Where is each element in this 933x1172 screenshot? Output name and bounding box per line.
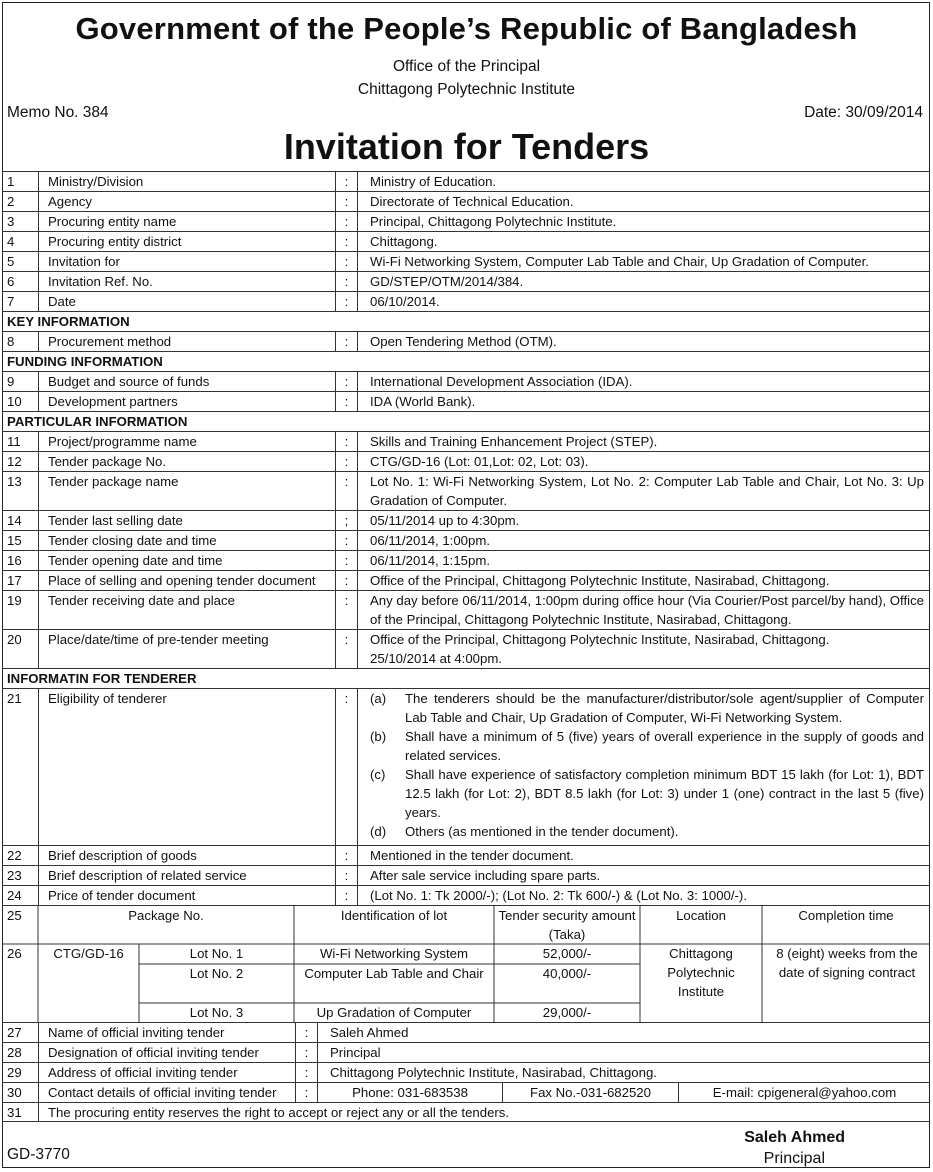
row-label: Address of official inviting tender — [38, 1063, 295, 1082]
lot-number: Lot No. 2 — [189, 966, 244, 981]
row-number: 6 — [7, 274, 15, 289]
lot-name: Up Gradation of Computer — [316, 1005, 472, 1020]
row-number: 16 — [7, 553, 22, 568]
contact-email: E-mail: cpigeneral@yahoo.com — [678, 1083, 930, 1102]
memo-number: Memo No. 384 — [7, 104, 109, 121]
row-number: 8 — [7, 334, 15, 349]
row-separator: : — [335, 252, 357, 271]
row-number: 21 — [7, 691, 22, 706]
list-item — [370, 689, 924, 727]
row-value: (Lot No. 1: Tk 2000/-); (Lot No. 2: Tk 600/-) & (Lot No. 3: 1000/-). — [357, 886, 930, 905]
row-separator: : — [335, 591, 357, 629]
row-label: Name of official inviting tender — [38, 1023, 295, 1042]
table-row — [2, 1062, 930, 1082]
row-label: Contact details of official inviting tender — [38, 1083, 295, 1102]
office-name: Office of the Principal — [392, 58, 541, 75]
row-number: 27 — [7, 1025, 22, 1040]
row-label: Eligibility of tenderer — [38, 689, 335, 845]
tender-table — [2, 171, 930, 1122]
row-label: Tender closing date and time — [38, 531, 335, 550]
row-number: 2 — [7, 194, 15, 209]
row-label: Tender last selling date — [38, 511, 335, 530]
row-value: Ministry of Education. — [357, 172, 930, 191]
table-row-eligibility — [2, 688, 930, 845]
row-value: Saleh Ahmed — [317, 1023, 930, 1042]
lot-number: Lot No. 1 — [189, 946, 244, 961]
lot-name: Wi-Fi Networking System — [319, 946, 468, 961]
section-key-information: KEY INFORMATION — [2, 311, 930, 331]
item-key: (c) — [370, 767, 386, 782]
row-number: 1 — [7, 174, 15, 189]
table-row — [2, 1042, 930, 1062]
table-row — [2, 291, 930, 311]
row-number: 14 — [7, 513, 22, 528]
row-label: Designation of official inviting tender — [38, 1043, 295, 1062]
row-separator: : — [335, 292, 357, 311]
row-label: Budget and source of funds — [38, 372, 335, 391]
table-row — [2, 845, 930, 865]
row-value: International Development Association (IDA). — [357, 372, 930, 391]
header-lot: Identification of lot — [340, 908, 448, 923]
item-key: (d) — [370, 824, 387, 839]
item-key: (b) — [370, 729, 387, 744]
row-value: Directorate of Technical Education. — [357, 192, 930, 211]
row-value: 05/11/2014 up to 4:30pm. — [357, 511, 930, 530]
row-label: Development partners — [38, 392, 335, 411]
row-value: GD/STEP/OTM/2014/384. — [357, 272, 930, 291]
row-number: 3 — [7, 214, 15, 229]
table-row-final — [2, 1102, 930, 1122]
signer-name: Saleh Ahmed — [744, 1129, 845, 1146]
table-row — [2, 251, 930, 271]
row-number: 25 — [7, 908, 22, 923]
row-number: 22 — [7, 848, 22, 863]
table-row — [2, 885, 930, 905]
row-separator: : — [335, 551, 357, 570]
row-separator: : — [335, 392, 357, 411]
row-label: Date — [38, 292, 335, 311]
item-key: (a) — [370, 691, 387, 706]
table-row — [2, 629, 930, 668]
row-value: Principal, Chittagong Polytechnic Institute. — [357, 212, 930, 231]
table-row — [2, 590, 930, 629]
row-value: Lot No. 1: Wi-Fi Networking System, Lot No. 2: Computer Lab Table and Chair, Lot No. 3: Up Gradation of Computer. — [357, 472, 930, 510]
document-heading: Invitation for Tenders — [283, 126, 650, 167]
row-value: 06/10/2014. — [357, 292, 930, 311]
row-number: 31 — [7, 1105, 22, 1120]
table-row — [2, 331, 930, 351]
list-item — [370, 822, 924, 841]
table-row — [2, 570, 930, 590]
package-number: CTG/GD-16 — [53, 946, 124, 961]
meeting-place: Office of the Principal, Chittagong Polytechnic Institute, Nasirabad, Chittagong. — [370, 632, 830, 647]
lot-location: Chittagong Polytechnic Institute — [667, 946, 735, 999]
row-separator: : — [335, 689, 357, 845]
row-label: Tender package No. — [38, 452, 335, 471]
row-value: IDA (World Bank). — [357, 392, 930, 411]
row-separator: ; — [335, 511, 357, 530]
header-completion: Completion time — [798, 908, 894, 923]
memo-date: Date: 30/09/2014 — [804, 104, 923, 121]
row-separator: : — [335, 272, 357, 291]
row-value: Mentioned in the tender document. — [357, 846, 930, 865]
row-label: Brief description of related service — [38, 866, 335, 885]
table-row — [2, 271, 930, 291]
row-value — [357, 630, 930, 668]
row-separator: : — [295, 1083, 317, 1102]
row-separator: : — [335, 452, 357, 471]
row-number: 5 — [7, 254, 15, 269]
table-row — [2, 451, 930, 471]
row-number: 7 — [7, 294, 15, 309]
row-separator: : — [295, 1023, 317, 1042]
table-row-contact — [2, 1082, 930, 1102]
item-text: Shall have experience of satisfactory completion minimum BDT 15 lakh (for Lot: 1), BDT 12.5 lakh (for Lot: 2), BDT 8.5 lakh (for Lot: 3) under 1 (one) contract in the last 5 (five) years. — [405, 767, 924, 820]
row-separator: : — [335, 886, 357, 905]
row-separator: : — [335, 472, 357, 510]
row-separator: : — [335, 212, 357, 231]
item-text: Others (as mentioned in the tender document). — [405, 824, 679, 839]
row-number: 13 — [7, 474, 22, 489]
row-number: 17 — [7, 573, 22, 588]
final-note: The procuring entity reserves the right to accept or reject any or all the tenders. — [38, 1103, 930, 1121]
row-label: Project/programme name — [38, 432, 335, 451]
row-separator: : — [335, 192, 357, 211]
table-row — [2, 171, 930, 191]
row-separator: : — [335, 232, 357, 251]
row-label: Tender package name — [38, 472, 335, 510]
row-separator: : — [335, 432, 357, 451]
row-separator: : — [335, 531, 357, 550]
row-number: 26 — [7, 946, 22, 961]
row-label: Agency — [38, 192, 335, 211]
row-value: Wi-Fi Networking System, Computer Lab Table and Chair, Up Gradation of Computer. — [357, 252, 930, 271]
table-row — [2, 530, 930, 550]
row-separator: : — [295, 1043, 317, 1062]
section-tenderer-information: INFORMATIN FOR TENDERER — [2, 668, 930, 688]
section-particular-information: PARTICULAR INFORMATION — [2, 411, 930, 431]
section-funding-information: FUNDING INFORMATION — [2, 351, 930, 371]
lot-amount: 52,000/- — [542, 946, 592, 961]
row-separator: : — [295, 1063, 317, 1082]
row-label: Procurement method — [38, 332, 335, 351]
row-value: 06/11/2014, 1:15pm. — [357, 551, 930, 570]
table-row — [2, 371, 930, 391]
row-value: CTG/GD-16 (Lot: 01,Lot: 02, Lot: 03). — [357, 452, 930, 471]
row-label: Tender opening date and time — [38, 551, 335, 570]
row-value: 06/11/2014, 1:00pm. — [357, 531, 930, 550]
completion-time: 8 (eight) weeks from the date of signing contract — [776, 946, 918, 980]
row-separator: : — [335, 332, 357, 351]
lot-number: Lot No. 3 — [189, 1005, 244, 1020]
row-value: Skills and Training Enhancement Project (STEP). — [357, 432, 930, 451]
header-location: Location — [676, 908, 726, 923]
row-number: 11 — [7, 434, 21, 449]
row-label: Procuring entity name — [38, 212, 335, 231]
row-number: 28 — [7, 1045, 22, 1060]
row-label: Procuring entity district — [38, 232, 335, 251]
row-number: 12 — [7, 454, 22, 469]
contact-phone: Phone: 031-683538 — [317, 1083, 502, 1102]
row-separator: : — [335, 571, 357, 590]
list-item — [370, 765, 924, 822]
table-row — [2, 391, 930, 411]
gd-code: GD-3770 — [7, 1146, 70, 1163]
row-value: Open Tendering Method (OTM). — [357, 332, 930, 351]
row-label: Invitation for — [38, 252, 335, 271]
item-text: The tenderers should be the manufacturer/distributor/sole agent/supplier of Computer Lab Table and Chair, Up Gradation of Computer, Wi-Fi Networking System. — [405, 691, 924, 725]
table-row — [2, 510, 930, 530]
header-security: Tender security amount (Taka) — [498, 908, 636, 942]
row-separator: : — [335, 172, 357, 191]
row-label: Tender receiving date and place — [38, 591, 335, 629]
meeting-date: 25/10/2014 at 4:00pm. — [370, 651, 502, 666]
table-row — [2, 191, 930, 211]
list-item — [370, 727, 924, 765]
row-separator: : — [335, 372, 357, 391]
row-label: Price of tender document — [38, 886, 335, 905]
table-row — [2, 211, 930, 231]
row-separator: : — [335, 846, 357, 865]
row-value: Office of the Principal, Chittagong Polytechnic Institute, Nasirabad, Chittagong. — [357, 571, 930, 590]
row-number: 4 — [7, 234, 15, 249]
table-row — [2, 471, 930, 510]
lot-amount: 29,000/- — [542, 1005, 592, 1020]
table-row — [2, 865, 930, 885]
signer-designation: Principal — [763, 1150, 825, 1167]
row-value: Principal — [317, 1043, 930, 1062]
row-number: 10 — [7, 394, 22, 409]
eligibility-list — [357, 689, 930, 845]
row-value: Chittagong Polytechnic Institute, Nasirabad, Chittagong. — [317, 1063, 930, 1082]
table-row — [2, 231, 930, 251]
table-row — [2, 550, 930, 570]
contact-fax: Fax No.-031-682520 — [502, 1083, 678, 1102]
row-number: 23 — [7, 868, 22, 883]
row-number: 20 — [7, 632, 22, 647]
item-text: Shall have a minimum of 5 (five) years of overall experience in the supply of goods and related services. — [405, 729, 924, 763]
lots-table — [2, 905, 930, 1022]
row-value: After sale service including spare parts. — [357, 866, 930, 885]
table-row — [2, 431, 930, 451]
row-number: 19 — [7, 593, 22, 608]
row-value: Chittagong. — [357, 232, 930, 251]
table-row — [2, 1022, 930, 1042]
row-number: 9 — [7, 374, 15, 389]
row-label: Invitation Ref. No. — [38, 272, 335, 291]
page-title: Government of the People’s Republic of Bangladesh — [75, 11, 858, 46]
row-label: Place/date/time of pre-tender meeting — [38, 630, 335, 668]
row-number: 24 — [7, 888, 22, 903]
row-separator: : — [335, 630, 357, 668]
row-number: 29 — [7, 1065, 22, 1080]
lot-amount: 40,000/- — [542, 966, 592, 981]
row-label: Brief description of goods — [38, 846, 335, 865]
row-label: Ministry/Division — [38, 172, 335, 191]
lot-name: Computer Lab Table and Chair — [304, 966, 484, 981]
row-label: Place of selling and opening tender document — [38, 571, 335, 590]
header-package: Package No. — [128, 908, 204, 923]
row-number: 30 — [7, 1085, 22, 1100]
row-value: Any day before 06/11/2014, 1:00pm during office hour (Via Courier/Post parcel/by hand), Office of the Principal, Chittagong Polytechnic Institute, Nasirabad, Chittagong. — [357, 591, 930, 629]
institute-name: Chittagong Polytechnic Institute — [357, 81, 576, 98]
row-number: 15 — [7, 533, 22, 548]
row-separator: : — [335, 866, 357, 885]
